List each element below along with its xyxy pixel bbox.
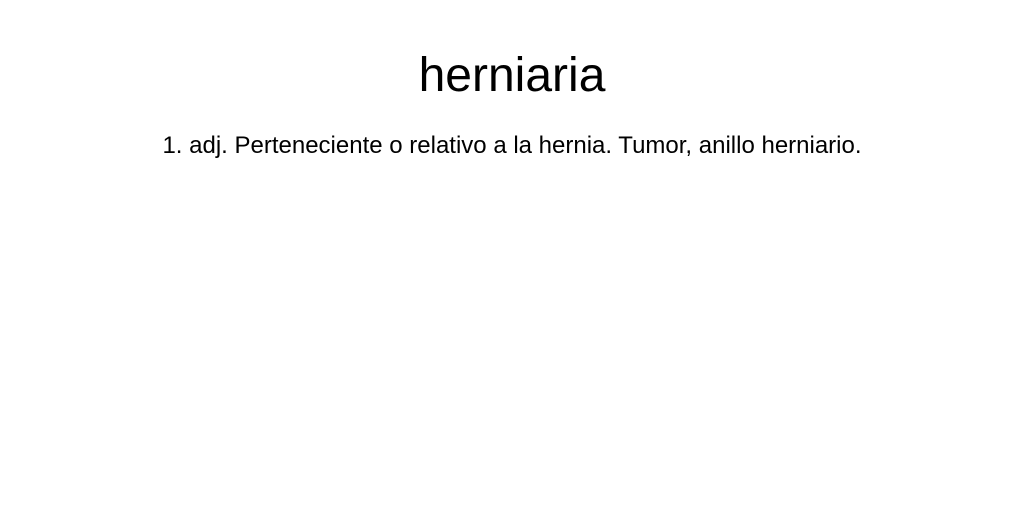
- definition-text: 1. adj. Perteneciente o relativo a la hernia. Tumor, anillo herniario.: [162, 132, 862, 159]
- headword-title: herniaria: [418, 49, 606, 102]
